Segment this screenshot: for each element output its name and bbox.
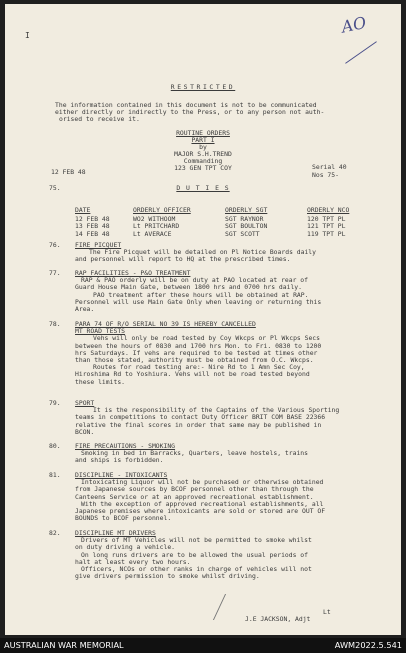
item-line: teams in competitions to contact Duty Officer BRIT COM BASE 22366 — [75, 413, 326, 422]
item-number: 78. — [49, 320, 61, 328]
item-line: these limits. — [75, 377, 126, 386]
col-orderly-officer: ORDERLY OFFICER — [133, 206, 191, 214]
order-date: 12 FEB 48 — [51, 168, 86, 176]
duties-title: D U T I E S — [176, 184, 230, 192]
item-title: RAP FACILITIES - P&O TREATMENT — [75, 269, 191, 277]
cell: 119 TPT PL — [307, 229, 346, 238]
archive-reference: AWM2022.5.541 — [334, 640, 402, 650]
item-subtitle: MT ROAD TESTS — [75, 327, 126, 336]
item-line: than those stated, authority must be obtained from O.C. Wkcps. — [75, 356, 314, 365]
item-line: PAO treatment after these hours will be obtained at RAP. — [93, 290, 309, 299]
item-line: halt at least every two hours. — [75, 557, 191, 566]
signature-rank: Lt — [323, 608, 331, 616]
cell: SGT BOULTON — [225, 222, 268, 231]
order-item-road-tests — [75, 321, 395, 386]
cell: 120 TPT PL — [307, 215, 346, 224]
cell: 121 TPT PL — [307, 222, 346, 231]
cell: 14 FEB 48 — [75, 229, 110, 238]
heading-line: PART I — [191, 136, 215, 144]
cell: SGT RAYNOR — [225, 215, 264, 224]
item-title: DISCIPLINE - INTOXICANTS — [75, 471, 168, 479]
item-number: 75. — [49, 184, 61, 192]
item-line: The Fire Picquet will be detailed on Pl Notice Boards daily — [89, 248, 317, 257]
heading-line: 123 GEN TPT COY — [174, 164, 232, 172]
item-number: 79. — [49, 399, 61, 407]
heading-line: by — [199, 143, 207, 151]
item-line: It is the responsibility of the Captains of the Various Sporting — [93, 406, 340, 415]
item-number: 77. — [49, 269, 61, 277]
item-line: BOUNDS to BCOF personnel. — [75, 514, 172, 523]
signature-scribble — [213, 594, 248, 620]
cell: 12 FEB 48 — [75, 215, 110, 224]
item-line: give drivers permission to smoke whilst driving. — [75, 572, 260, 581]
item-line: and ships is forbidden. — [75, 456, 164, 465]
item-line: Vehs will only be road tested by Coy Wkcps or Pl Wkcps Secs — [93, 334, 321, 343]
item-line: Canteens Service or at an approved recreational establishment. — [75, 492, 314, 501]
col-orderly-nco: ORDERLY NCO — [307, 206, 350, 214]
item-line: Routes for road testing are:- Nire Rd to 1 Amn Sec Coy, — [93, 363, 305, 372]
item-line: RAP & PAO orderly will be on duty at PAO located at rear of — [81, 276, 309, 285]
item-line: Personnel will use Main Gate Only when leaving or returning this — [75, 297, 322, 306]
item-line: Guard House Main Gate, between 1800 hrs and 0700 hrs daily. — [75, 283, 303, 292]
classification-heading: RESTRICTED — [170, 83, 236, 91]
item-number: 82. — [49, 529, 61, 537]
item-number: 76. — [49, 241, 61, 249]
item-line: on duty driving a vehicle. — [75, 543, 176, 552]
col-orderly-sgt: ORDERLY SGT — [225, 206, 268, 214]
cell: Lt AVERACE — [133, 229, 172, 238]
item-line: Officers, NCOs or other ranks in charge of vehicles will not — [81, 565, 312, 574]
intro-line: orised to receive it. — [59, 115, 140, 124]
item-title: FIRE PRECAUTIONS - SMOKING — [75, 442, 176, 450]
item-line: With the exception of approved recreational establishments, all — [81, 499, 324, 508]
col-date: DATE — [75, 206, 91, 214]
heading-line: Commanding — [183, 157, 223, 165]
handwritten-annotation: AO — [339, 12, 368, 37]
item-number: 80. — [49, 442, 61, 450]
order-item-mt-drivers — [75, 530, 395, 580]
duties-table — [75, 207, 377, 238]
margin-mark: I — [25, 31, 30, 40]
serial-number: Serial 40 — [312, 163, 347, 171]
table-row — [75, 231, 377, 238]
item-line: hrs Saturdays. If vehs are required to be tested at times other — [75, 348, 318, 357]
intro-line: The information contained in this document is not to be communicated — [55, 101, 317, 109]
item-title: PARA 74 OF R/O SERIAL NO 39 IS HEREBY CANCELLED — [75, 320, 256, 328]
order-item-sport — [75, 400, 395, 436]
item-line: and personnel will report to HQ at the prescribed times. — [75, 255, 291, 264]
document-page — [5, 4, 401, 635]
item-line: Hiroshima Rd to Yoshiura. Vehs will not be road tested beyond — [75, 370, 310, 379]
heading-line: ROUTINE ORDERS — [176, 129, 230, 137]
cell: SGT SCOTT — [225, 229, 260, 238]
item-line: Smoking in bed in Barracks, Quarters, leave hostels, trains — [81, 449, 309, 458]
order-item-fire-precautions — [75, 443, 395, 465]
order-item-intoxicants — [75, 472, 395, 522]
item-title: DISCIPLINE MT DRIVERS — [75, 529, 156, 537]
item-line: Drivers of MT Vehicles will not be permitted to smoke whilst — [81, 536, 312, 545]
item-line: Intoxicating Liquor will not be purchased or otherwise obtained — [81, 478, 324, 487]
archive-name: AUSTRALIAN WAR MEMORIAL — [4, 640, 124, 650]
item-line: relative the final scores in order that same may be published in — [75, 420, 322, 429]
item-title: SPORT — [75, 399, 95, 407]
order-item-fire-picquet — [75, 242, 395, 264]
heading-line: MAJOR S.H.TREND — [174, 150, 232, 158]
archive-footer — [0, 638, 406, 653]
item-line: between the hours of 0830 and 1700 hrs Mon. to Fri. 0830 to 1200 — [75, 341, 322, 350]
item-title: FIRE PICQUET — [75, 241, 122, 249]
item-line: On long runs drivers are to be allowed the usual periods of — [81, 550, 309, 559]
cell: 13 FEB 48 — [75, 222, 110, 231]
cell: Lt PRITCHARD — [133, 222, 180, 231]
intro-notice — [55, 102, 375, 124]
item-number: 81. — [49, 471, 61, 479]
intro-line: either directly or indirectly to the Press, or to any person not auth- — [55, 108, 325, 117]
order-numbers: Nos 75- — [312, 171, 339, 179]
signature-name: J.E JACKSON, Adjt — [245, 615, 311, 623]
cell: WO2 WITHOOM — [133, 215, 176, 224]
order-item-rap-facilities — [75, 270, 395, 313]
item-line: BCON. — [75, 427, 95, 436]
item-line: Area. — [75, 305, 95, 314]
item-line: Japanese premises where intoxicants are sold or stored are OUT OF — [75, 507, 326, 516]
item-line: from Japanese sources by BCOF personnel other than through the — [75, 485, 314, 494]
